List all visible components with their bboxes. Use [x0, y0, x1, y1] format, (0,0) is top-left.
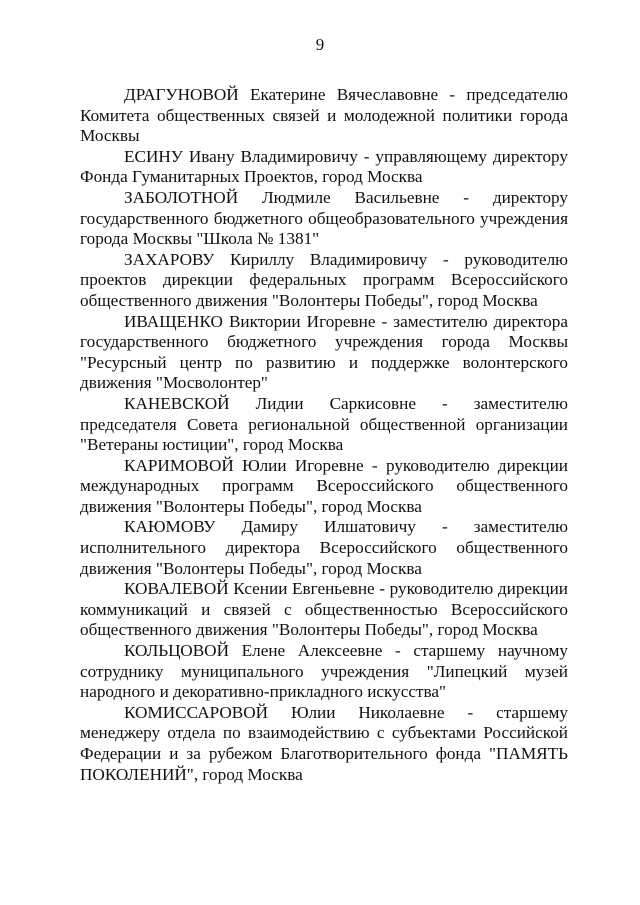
- list-item: ЗАБОЛОТНОЙ Людмиле Васильевне - директору государственного бюджетного общеобразовательного учреждения города Москвы "Школа № 1381": [80, 187, 568, 249]
- list-item: КАЮМОВУ Дамиру Илшатовичу - заместителю исполнительного директора Всероссийского общественного движения "Волонтеры Победы", город Москва: [80, 517, 568, 578]
- list-item: КОЛЬЦОВОЙ Елене Алексеевне - старшему научному сотруднику муниципального учреждения "Липецкий музей народного и декоративно-прикладного искусства": [80, 641, 568, 702]
- list-item: ДРАГУНОВОЙ Екатерине Вячеславовне - председателю Комитета общественных связей и молодежной политики города Москвы: [80, 85, 568, 146]
- award-list: [80, 85, 568, 785]
- list-item: КОВАЛЕВОЙ Ксении Евгеньевне - руководителю дирекции коммуникаций и связей с общественностью Всероссийского общественного движения "Волонтеры Победы", город Москва: [80, 579, 568, 640]
- list-item: КОМИССАРОВОЙ Юлии Николаевне - старшему менеджеру отдела по взаимодействию с субъектами Российской Федерации и за рубежом Благотворительного фонда "ПАМЯТЬ ПОКОЛЕНИЙ", город Москва: [80, 702, 568, 784]
- list-item: ЗАХАРОВУ Кириллу Владимировичу - руководителю проектов дирекции федеральных программ Всероссийского общественного движения "Волонтеры Победы", город Москва: [80, 249, 568, 310]
- list-item: ЕСИНУ Ивану Владимировичу - управляющему директору Фонда Гуманитарных Проектов, город Москва: [80, 146, 568, 187]
- page-number: 9: [315, 35, 325, 54]
- list-item: КАРИМОВОЙ Юлии Игоревне - руководителю дирекции международных программ Всероссийского общественного движения "Волонтеры Победы", город Москва: [80, 455, 568, 516]
- list-item: ИВАЩЕНКО Виктории Игоревне - заместителю директора государственного бюджетного учреждения города Москвы "Ресурсный центр по развитию и поддержке волонтерского движения "Мосволонтер": [80, 311, 568, 393]
- list-item: КАНЕВСКОЙ Лидии Саркисовне - заместителю председателя Совета региональной общественной организации "Ветераны юстиции", город Москва: [80, 393, 568, 455]
